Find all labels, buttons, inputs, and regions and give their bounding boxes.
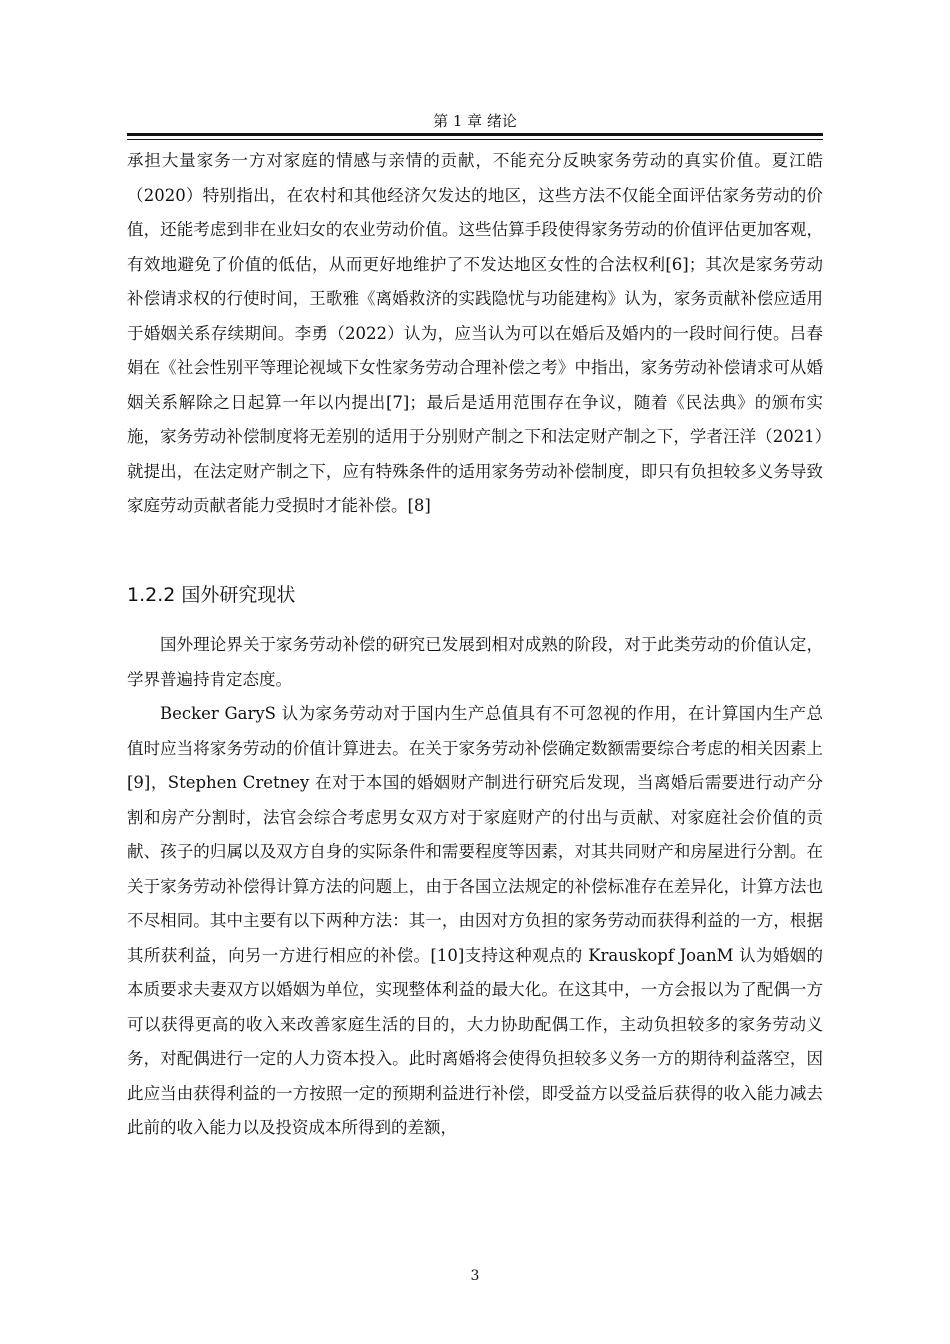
page-number: 3	[470, 1268, 480, 1284]
header-rule-thick	[127, 133, 823, 136]
paragraph-1: 国外理论界关于家务劳动补偿的研究已发展到相对成熟的阶段，对于此类劳动的价值认定，学界普遍持肯定态度。	[127, 635, 823, 689]
running-header: 第 1 章 绪论	[433, 112, 517, 130]
paragraph-2: Becker GaryS 认为家务劳动对于国内生产总值具有不可忽视的作用，在计算国内生产总值时应当将家务劳动的价值计算进去。在关于家务劳动补偿确定数额需要综合考虑的相关因素上[9]，Stephen Cretney 在对于本国的婚姻财产制进行研究后发现，当离婚后需要进行动产分割和房产分割时，法官会综合考虑男女双方对于家庭财产的付出与贡献、对家庭社会价值的贡献、孩子的归属以及双方自身的实际条件和需要程度等因素，对其共同财产和房屋进行分割。在关于家务劳动补偿得计算方法的问题上，由于各国立法规定的补偿标准存在差异化，计算方法也不尽相同。其中主要有以下两种方法：其一，由因对方负担的家务劳动而获得利益的一方，根据其所获利益，向另一方进行相应的补偿。[10]支持这种观点的 Krauskopf JoanM 认为婚姻的本质要求夫妻双方以婚姻为单位，实现整体利益的最大化。在这其中，一方会报以为了配偶一方可以获得更高的收入来改善家庭生活的目的，大力协助配偶工作，主动负担较多的家务劳动义务，对配偶进行一定的人力资本投入。此时离婚将会使得负担较多义务一方的期待利益落空，因此应当由获得利益的一方按照一定的预期利益进行补偿，即受益方以受益后获得的收入能力减去此前的收入能力以及投资成本所得到的差额，	[127, 704, 823, 1137]
header-rule-thin	[127, 139, 823, 140]
continuation-paragraph: 承担大量家务一方对家庭的情感与亲情的贡献，不能充分反映家务劳动的真实价值。夏江皓（2020）特别指出，在农村和其他经济欠发达的地区，这些方法不仅能全面评估家务劳动的价值，还能考虑到非在业妇女的农业劳动价值。这些估算手段使得家务劳动的价值评估更加客观，有效地避免了价值的低估，从而更好地维护了不发达地区女性的合法权利[6]；其次是家务劳动补偿请求权的行使时间，王歌雅《离婚救济的实践隐忧与功能建构》认为，家务贡献补偿应适用于婚姻关系存续期间。李勇（2022）认为，应当认为可以在婚后及婚内的一段时间行使。吕春娟在《社会性别平等理论视域下女性家务劳动合理补偿之考》中指出，家务劳动补偿请求可从婚姻关系解除之日起算一年以内提出[7]；最后是适用范围存在争议，随着《民法典》的颁布实施，家务劳动补偿制度将无差别的适用于分别财产制之下和法定财产制之下，学者汪洋（2021）就提出，在法定财产制之下，应有特殊条件的适用家务劳动补偿制度，即只有负担较多义务导致家庭劳动贡献者能力受损时才能补偿。[8]	[127, 151, 823, 515]
body-text-top	[127, 144, 823, 524]
body-text-section	[127, 628, 823, 1146]
section-heading: 1.2.2 国外研究现状	[127, 584, 296, 606]
